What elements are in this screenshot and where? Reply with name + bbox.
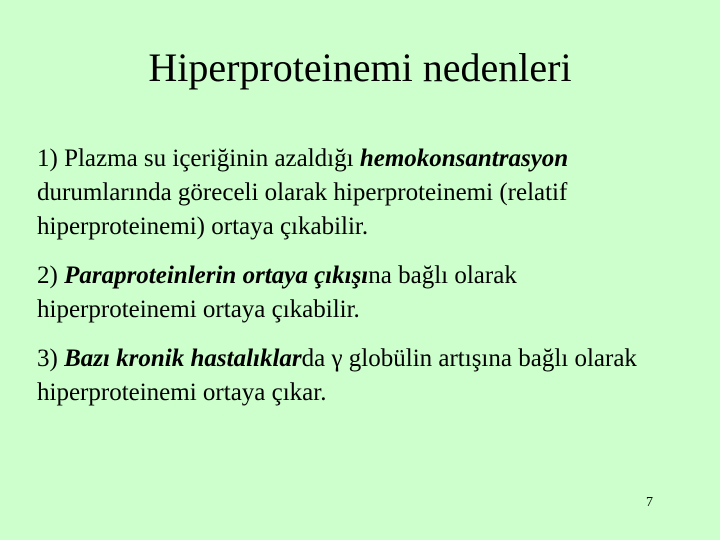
item-text: da γ globülin artışına bağlı olarak hiperproteinemi ortaya çıkar.	[37, 345, 637, 406]
item-text: durumlarında göreceli olarak hiperproteinemi (relatif hiperproteinemi) ortaya çıkabilir.	[37, 179, 568, 240]
list-item-1	[37, 142, 677, 244]
item-text: Plazma su içeriğinin azaldığı	[64, 145, 360, 172]
list-item-2	[37, 259, 677, 327]
item-emphasis: Bazı kronik hastalıklar	[64, 345, 302, 372]
slide-title: Hiperproteinemi nedenleri	[148, 45, 572, 90]
item-number: 3)	[37, 345, 65, 372]
page-number: 7	[646, 495, 653, 510]
item-text: na bağlı olarak hiperproteinemi ortaya çıkabilir.	[37, 262, 517, 323]
list-item-3	[37, 342, 677, 410]
item-emphasis: hemokonsantrasyon	[359, 145, 569, 172]
item-emphasis: Paraproteinlerin ortaya çıkışı	[64, 262, 369, 289]
item-number: 2)	[37, 262, 65, 289]
item-number: 1)	[37, 145, 65, 172]
